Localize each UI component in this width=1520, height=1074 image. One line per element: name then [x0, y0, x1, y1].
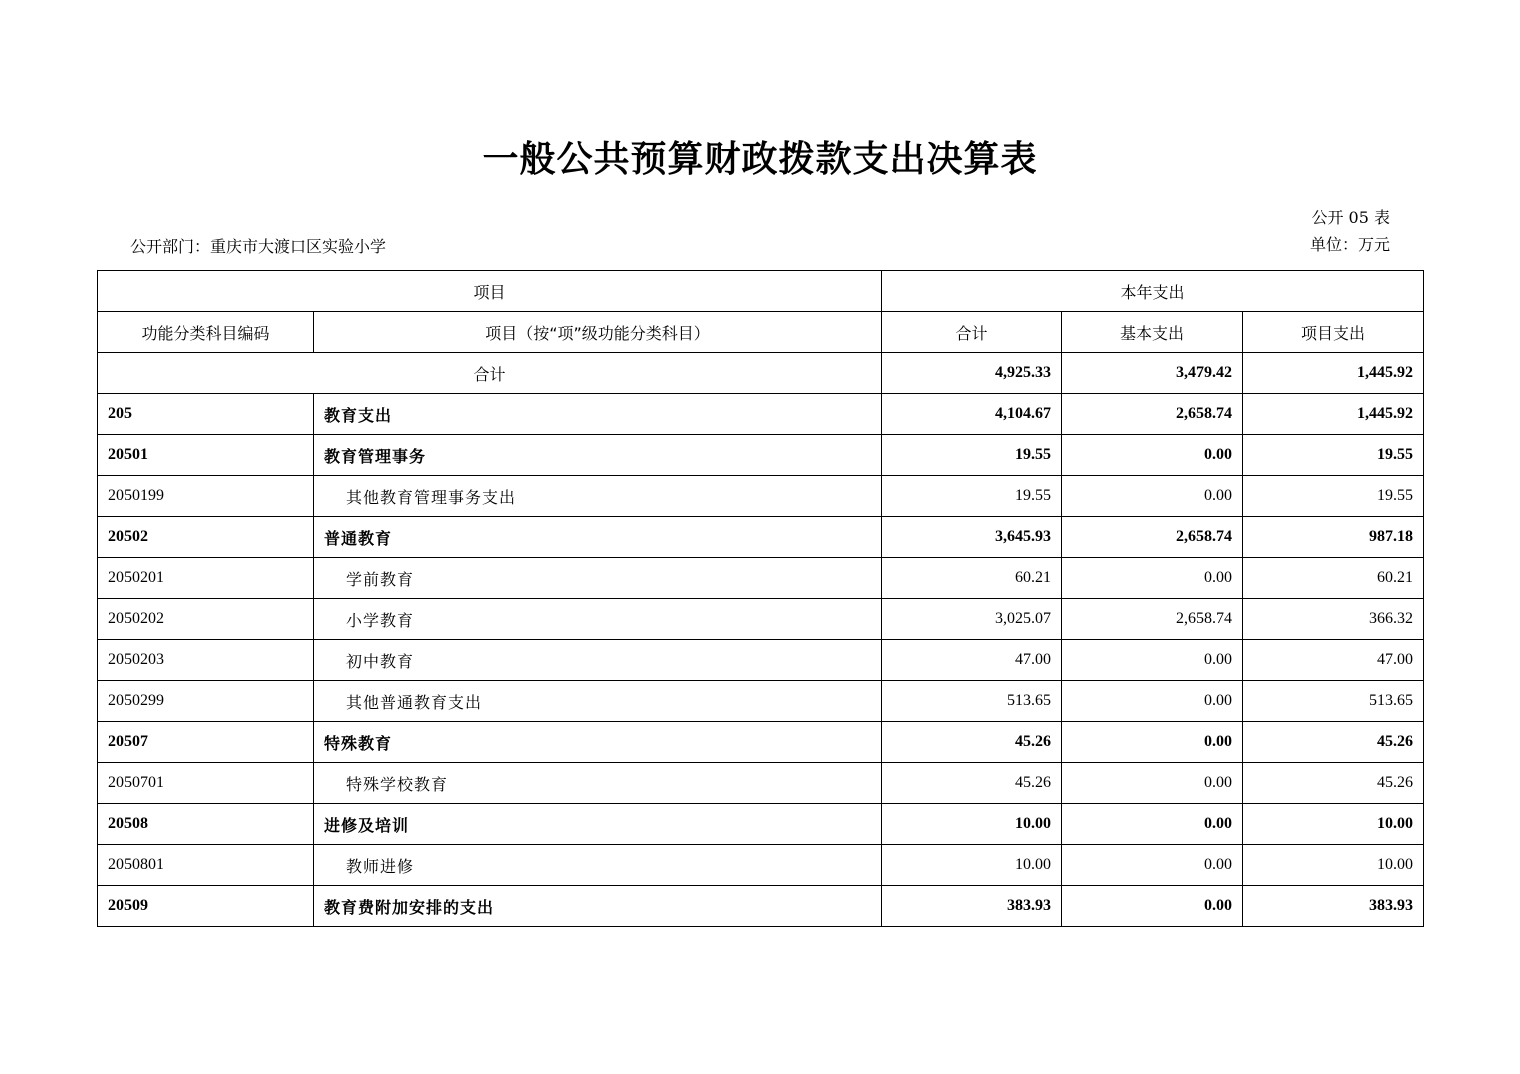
header-total: 合计 [882, 312, 1062, 353]
row-basic: 2,658.74 [1062, 517, 1243, 558]
header-item: 项目（按“项”级功能分类科目） [314, 312, 882, 353]
row-total: 383.93 [882, 886, 1062, 927]
table-row [98, 394, 1424, 435]
row-name: 学前教育 [314, 558, 882, 599]
header-project-expenditure: 项目支出 [1243, 312, 1424, 353]
page-title: 一般公共预算财政拨款支出决算表 [482, 139, 1038, 180]
row-code: 2050299 [98, 681, 314, 722]
row-basic: 0.00 [1062, 640, 1243, 681]
row-name: 教育管理事务 [314, 435, 882, 476]
row-name: 普通教育 [314, 517, 882, 558]
row-code: 2050202 [98, 599, 314, 640]
row-name: 特殊学校教育 [314, 763, 882, 804]
table-row [98, 435, 1424, 476]
total-label: 合计 [98, 353, 882, 394]
table-row [98, 517, 1424, 558]
row-name: 小学教育 [314, 599, 882, 640]
table-row [98, 722, 1424, 763]
row-name: 教育费附加安排的支出 [314, 886, 882, 927]
table-row [98, 763, 1424, 804]
row-total: 19.55 [882, 435, 1062, 476]
row-project: 10.00 [1243, 845, 1424, 886]
row-code: 2050801 [98, 845, 314, 886]
row-name: 教师进修 [314, 845, 882, 886]
department-label: 公开部门：重庆市大渡口区实验小学 [130, 237, 387, 256]
row-total: 45.26 [882, 722, 1062, 763]
row-project: 513.65 [1243, 681, 1424, 722]
header-row-2 [98, 312, 1424, 353]
row-name: 教育支出 [314, 394, 882, 435]
row-name: 初中教育 [314, 640, 882, 681]
row-project: 47.00 [1243, 640, 1424, 681]
row-name: 其他教育管理事务支出 [314, 476, 882, 517]
header-code: 功能分类科目编码 [98, 312, 314, 353]
row-code: 20508 [98, 804, 314, 845]
row-basic: 0.00 [1062, 722, 1243, 763]
row-project: 10.00 [1243, 804, 1424, 845]
table-row [98, 845, 1424, 886]
row-project: 987.18 [1243, 517, 1424, 558]
row-code: 20509 [98, 886, 314, 927]
table-row [98, 886, 1424, 927]
unit-label: 单位：万元 [1309, 235, 1390, 254]
row-total: 19.55 [882, 476, 1062, 517]
row-basic: 2,658.74 [1062, 394, 1243, 435]
row-basic: 0.00 [1062, 845, 1243, 886]
total-sum: 4,925.33 [882, 353, 1062, 394]
row-project: 19.55 [1243, 435, 1424, 476]
row-basic: 0.00 [1062, 763, 1243, 804]
row-code: 20502 [98, 517, 314, 558]
header-row-1 [98, 271, 1424, 312]
total-project: 1,445.92 [1243, 353, 1424, 394]
row-total: 45.26 [882, 763, 1062, 804]
row-basic: 0.00 [1062, 435, 1243, 476]
table-row [98, 640, 1424, 681]
row-total: 513.65 [882, 681, 1062, 722]
row-project: 45.26 [1243, 763, 1424, 804]
row-code: 2050203 [98, 640, 314, 681]
header-current-year: 本年支出 [882, 271, 1424, 312]
row-total: 47.00 [882, 640, 1062, 681]
row-code: 205 [98, 394, 314, 435]
row-total: 4,104.67 [882, 394, 1062, 435]
row-name: 进修及培训 [314, 804, 882, 845]
row-basic: 0.00 [1062, 558, 1243, 599]
table-row [98, 599, 1424, 640]
row-code: 20507 [98, 722, 314, 763]
row-project: 19.55 [1243, 476, 1424, 517]
row-name: 其他普通教育支出 [314, 681, 882, 722]
row-code: 2050199 [98, 476, 314, 517]
table-row [98, 476, 1424, 517]
header-project: 项目 [98, 271, 882, 312]
row-code: 20501 [98, 435, 314, 476]
header-basic: 基本支出 [1062, 312, 1243, 353]
row-project: 366.32 [1243, 599, 1424, 640]
row-total: 60.21 [882, 558, 1062, 599]
row-project: 60.21 [1243, 558, 1424, 599]
row-total: 3,025.07 [882, 599, 1062, 640]
row-total: 3,645.93 [882, 517, 1062, 558]
row-basic: 0.00 [1062, 476, 1243, 517]
total-basic: 3,479.42 [1062, 353, 1243, 394]
row-code: 2050701 [98, 763, 314, 804]
row-basic: 0.00 [1062, 681, 1243, 722]
row-code: 2050201 [98, 558, 314, 599]
row-total: 10.00 [882, 845, 1062, 886]
row-basic: 2,658.74 [1062, 599, 1243, 640]
form-number: 公开 05 表 [1311, 208, 1390, 227]
table-row [98, 558, 1424, 599]
budget-table [97, 270, 1424, 927]
row-basic: 0.00 [1062, 804, 1243, 845]
row-total: 10.00 [882, 804, 1062, 845]
row-basic: 0.00 [1062, 886, 1243, 927]
total-row [98, 353, 1424, 394]
row-project: 1,445.92 [1243, 394, 1424, 435]
row-project: 383.93 [1243, 886, 1424, 927]
table-row [98, 804, 1424, 845]
row-project: 45.26 [1243, 722, 1424, 763]
row-name: 特殊教育 [314, 722, 882, 763]
table-row [98, 681, 1424, 722]
